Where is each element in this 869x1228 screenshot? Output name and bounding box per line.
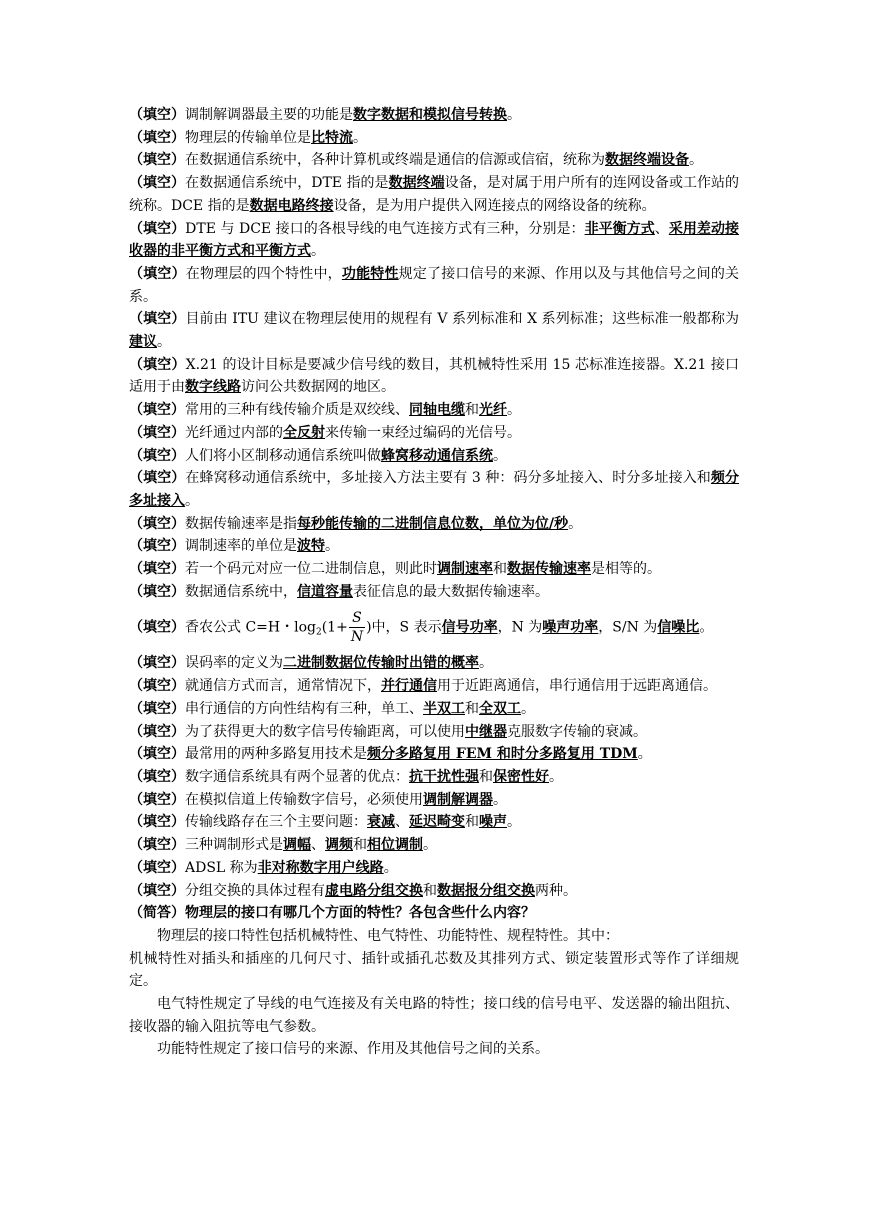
question-text: 。 (353, 129, 367, 146)
question-text: 数据通信系统中， (185, 583, 297, 600)
answer-text: 中继器 (465, 723, 507, 740)
question-text: 访问公共数据网的地区。 (241, 379, 395, 396)
answer-text: 信号功率 (441, 619, 498, 636)
item-tag: （填空） (129, 402, 185, 419)
item-tag: （填空） (129, 723, 185, 740)
item-tag: （填空） (129, 859, 185, 876)
question-text: 在物理层的四个特性中， (185, 265, 342, 282)
question-text: 。 (637, 746, 652, 763)
answer-text: 调制速率 (437, 561, 493, 578)
question-text: 、 (311, 837, 325, 854)
item-tag: （填空） (129, 538, 185, 555)
item-tag: （简答） (129, 905, 185, 922)
answer-text: 同轴电缆 (409, 402, 465, 419)
fill-item (129, 513, 739, 536)
answer-text: 调制解调器 (423, 791, 493, 808)
answer-text: 功能特性 (341, 265, 399, 282)
fill-item (129, 218, 739, 263)
question-text: 和 (353, 837, 367, 854)
fill-item (129, 104, 739, 127)
answer-paragraph-4: 功能特性规定了接口信号的来源、作用及其他信号之间的关系。 (157, 1041, 549, 1058)
fill-item (129, 789, 739, 812)
question-text: 常用的三种有线传输介质是双绞线、 (185, 402, 409, 419)
question-text: DTE 与 DCE 接口的各根导线的电气连接方式有三种，分别是： (185, 220, 585, 237)
item-tag: （填空） (129, 311, 186, 328)
fill-item (129, 399, 739, 422)
question-text: 。 (521, 700, 535, 717)
answer-text: 采用差动接收器的非平衡方式和平衡方式 (129, 220, 740, 260)
answer-text: 蜂窝移动通信系统 (381, 447, 493, 464)
shannon-formula-item: （填空）香农公式 C=H・$\log_2(1+$ $\frac{S}{N}$ )中，S 表示信号功率，N 为噪声功率，S/N 为信噪比。 (129, 610, 714, 646)
item-tag: （填空） (129, 882, 185, 899)
question-text: 串行通信的方向性结构有三种，单工、 (185, 700, 423, 717)
answer-paragraph-1: 物理层的接口特性包括机械特性、电气特性、功能特性、规程特性。其中： (157, 927, 619, 944)
answer-text: 抗干扰性强 (409, 768, 479, 785)
question-text: 。 (311, 243, 325, 260)
item-tag: （填空） (129, 678, 185, 695)
question-text: 。 (689, 152, 703, 169)
answer-text: 并行通信 (381, 678, 437, 695)
question-text: 光纤通过内部的 (185, 424, 283, 441)
question-text: 设备，是为用户提供入网连接点的网络设备的统称。 (333, 197, 656, 214)
question-text: X.21 的设计目标是要减少信号线的数目，其机械特性采用 15 芯标准连接器。X.21 接口适用于由 (129, 356, 740, 396)
item-tag: （填空） (129, 746, 185, 763)
answer-text: 延迟畸变 (409, 814, 465, 831)
short-answer-question (129, 902, 739, 925)
question-text: 。 (423, 837, 437, 854)
question-text: 来传输一束经过编码的光信号。 (325, 424, 521, 441)
question-text: 物理层的传输单位是 (185, 129, 311, 146)
fill-item (129, 880, 739, 903)
answer-text: 调频 (325, 837, 353, 854)
question-text: 人们将小区制移动通信系统叫做 (185, 447, 381, 464)
item-tag: （填空） (129, 220, 186, 237)
answer-paragraph-2: 机械特性对插头和插座的几何尺寸、插针或插孔芯数及其排列方式、锁定装置形式等作了详细规定。 (129, 950, 739, 990)
question-text: 表征信息的最大数据传输速率。 (353, 583, 549, 600)
question-text: 两种。 (535, 882, 577, 899)
question-text: 设备，是对属于用户所有的连网设备或工作站的统称。DCE 指的是 (129, 175, 740, 214)
question-text: 三种调制形式是 (185, 837, 283, 854)
fill-item (129, 834, 739, 857)
question-text: 、 (395, 814, 409, 831)
item-tag: （填空） (129, 129, 185, 146)
fill-item (129, 172, 739, 217)
fill-item (129, 766, 739, 789)
item-tag: （填空） (129, 814, 185, 831)
question-text: 。 (507, 814, 521, 831)
item-tag: （填空） (129, 424, 185, 441)
question-text: 和 (465, 700, 479, 717)
item-tag: （填空） (129, 356, 186, 373)
answer-text: 建议 (129, 334, 157, 351)
answer-text: 数字数据和模拟信号转换 (353, 107, 507, 123)
answer-text: 波特 (297, 538, 325, 555)
answer-text: 信道容量 (297, 583, 353, 600)
fill-item (129, 467, 739, 512)
answer-text: 数据终端设备 (605, 152, 689, 169)
question-text: ADSL 称为 (185, 859, 258, 876)
question-text: 分组交换的具体过程有 (185, 882, 325, 899)
answer-text: 数据传输速率 (507, 561, 591, 578)
question-text: 是相等的。 (591, 561, 661, 578)
answer-text: 每秒能传输的二进制信息位数，单位为位/秒 (297, 515, 569, 532)
item-tag: （填空） (129, 515, 185, 532)
answer-text: 二进制数据位传输时出错的概率 (283, 655, 479, 672)
answer-text: 虚电路分组交换 (325, 882, 423, 899)
question-text: 在数据通信系统中，各种计算机或终端是通信的信源或信宿，统称为 (185, 152, 605, 169)
question-text: 在数据通信系统中，DTE 指的是 (185, 175, 389, 192)
item-tag: （填空） (129, 655, 185, 672)
question-text: 。 (493, 447, 507, 464)
fill-item (129, 558, 739, 581)
question-text: 传输线路存在三个主要问题： (185, 814, 367, 831)
item-tag: （填空） (129, 447, 185, 464)
fill-item (129, 857, 739, 880)
question-text: 最常用的两种多路复用技术是 (185, 746, 367, 763)
answer-text: 衰减 (367, 814, 395, 831)
item-tag: （填空） (129, 107, 185, 123)
item-tag: （填空） (129, 152, 185, 169)
question-text: 。 (325, 538, 339, 555)
answer-text: 保密性好 (493, 768, 549, 785)
item-tag: （填空） (129, 837, 185, 854)
question-text: 规定了接口信号的来源、作用以及与其他信号之间的关系。 (129, 265, 740, 305)
question-text: 和 (479, 768, 493, 785)
question-text: 、 (654, 220, 669, 237)
fill-item (129, 422, 739, 445)
answer-text: 数据报分组交换 (437, 882, 535, 899)
answer-text: 数据终端 (388, 175, 445, 192)
fill-item (129, 698, 739, 721)
fill-item (129, 811, 739, 834)
question-text: 误码率的定义为 (185, 655, 283, 672)
answer-paragraph-3: 电气特性规定了导线的电气连接及有关电路的特性；接口线的信号电平、发送器的输出阻抗、接收器的输入阻抗等电气参数。 (129, 996, 739, 1035)
fill-item (129, 263, 739, 308)
question-text: 。 (157, 334, 171, 351)
question-text: 。 (493, 791, 507, 808)
question-text: 。 (185, 492, 199, 509)
answer-text: 噪声功率 (542, 619, 599, 636)
item-tag: （填空） (129, 470, 186, 487)
answer-text: 数据电路终接 (249, 197, 334, 214)
fill-item (129, 743, 739, 766)
question-text: 。 (507, 107, 521, 123)
answer-text: 比特流 (311, 129, 353, 146)
answer-text: 调幅 (283, 837, 311, 854)
answer-text: 全双工 (479, 700, 521, 717)
answer-text: 非对称数字用户线路 (257, 859, 384, 876)
document-page (129, 104, 739, 1061)
question-text: 。 (568, 515, 583, 532)
question-text: 和 (465, 814, 479, 831)
question-text: 和 (493, 561, 507, 578)
question-text: 调制解调器最主要的功能是 (185, 107, 353, 123)
answer-text: 数字线路 (185, 379, 241, 396)
fill-item (129, 581, 739, 604)
fill-item (129, 721, 739, 744)
question-text: 和 (423, 882, 437, 899)
question-text: 克服数字传输的衰减。 (507, 723, 647, 740)
answer-text: 光纤 (479, 402, 507, 419)
fill-item (129, 675, 739, 698)
answer-text: 非平衡方式 (584, 220, 655, 237)
fill-item (129, 652, 739, 675)
question-text: 数字通信系统具有两个显著的优点： (185, 768, 409, 785)
question-text: 。 (507, 402, 521, 419)
fill-items-block-1 (129, 104, 739, 603)
fill-items-block-2 (129, 652, 739, 902)
answer-text: 频分多址接入 (129, 470, 740, 509)
question-text: 数据传输速率是指 (185, 515, 297, 532)
answer-text: 全反射 (283, 424, 325, 441)
item-tag: （填空） (129, 768, 185, 785)
item-tag: （填空） (129, 583, 185, 600)
question-text: 若一个码元对应一位二进制信息，则此时 (185, 561, 437, 578)
answer-text: 频分多路复用 FEM 和时分多路复用 TDM (367, 746, 638, 763)
answer-text: 信噪比 (657, 619, 700, 636)
question-text: 物理层的接口有哪几个方面的特性？各包含些什么内容？ (185, 905, 535, 922)
fill-item (129, 308, 739, 353)
question-text: 目前由 ITU 建议在物理层使用的规程有 V 系列标准和 X 系列标准；这些标准一般都称为 (185, 311, 740, 328)
item-tag: （填空） (129, 791, 185, 808)
question-text: 。 (549, 768, 563, 785)
question-text: 就通信方式而言，通常情况下， (185, 678, 381, 695)
fill-item (129, 535, 739, 558)
fraction-s-over-n: $\frac{S}{N}$ (350, 610, 364, 646)
answer-text: 噪声 (479, 814, 507, 831)
item-tag: （填空） (129, 561, 185, 578)
question-text: 为了获得更大的数字信号传输距离，可以使用 (185, 723, 465, 740)
question-text: 和 (465, 402, 479, 419)
fill-item (129, 149, 739, 172)
fill-item (129, 127, 739, 150)
question-text: 调制速率的单位是 (185, 538, 297, 555)
item-tag: （填空） (129, 619, 185, 636)
question-text: 用于近距离通信，串行通信用于远距离通信。 (437, 678, 717, 695)
item-tag: （填空） (129, 175, 186, 192)
question-text: 在蜂窝移动通信系统中，多址接入方法主要有 3 种：码分多址接入、时分多址接入和 (185, 470, 711, 487)
question-text: 。 (479, 655, 493, 672)
answer-text: 半双工 (423, 700, 465, 717)
fill-item (129, 354, 739, 399)
answer-text: 相位调制 (367, 837, 423, 854)
question-text: 。 (383, 859, 398, 876)
fill-item (129, 445, 739, 468)
item-tag: （填空） (129, 700, 185, 717)
question-text: 在模拟信道上传输数字信号，必须使用 (185, 791, 423, 808)
item-tag: （填空） (129, 265, 186, 282)
